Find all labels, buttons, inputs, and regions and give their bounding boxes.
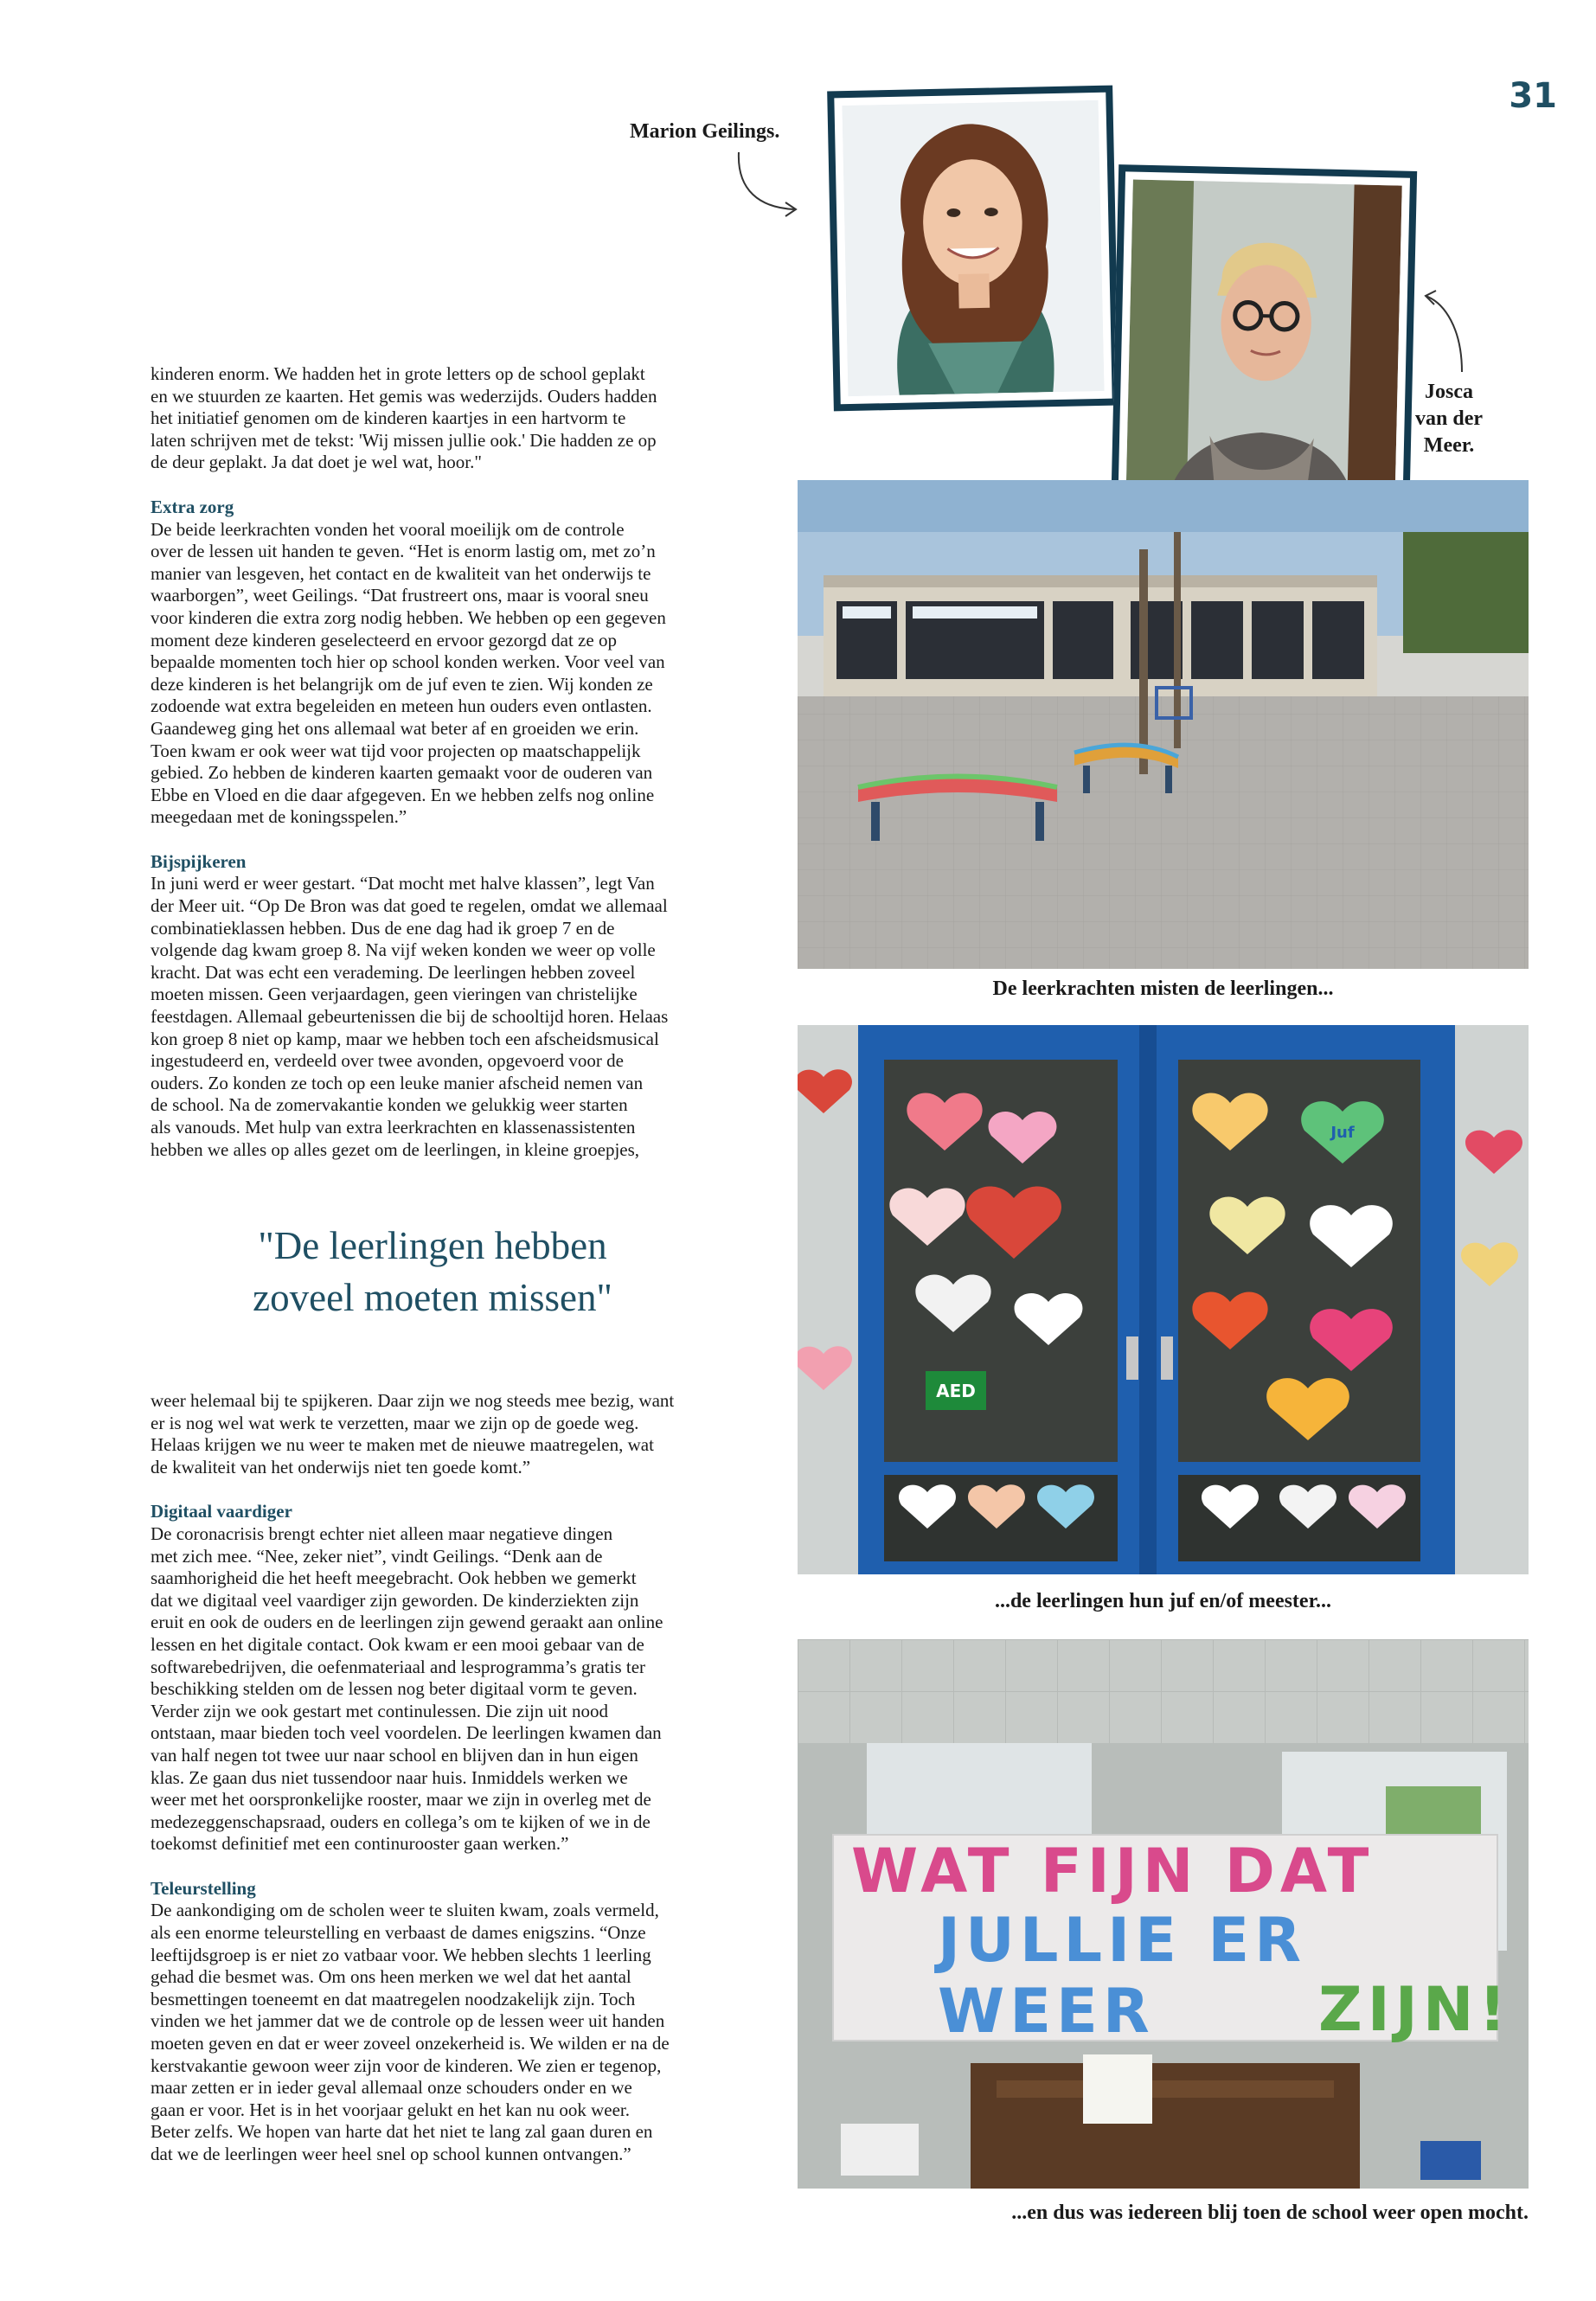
text-line: softwarebedrijven, die oefenmateriaal and lesprogramma’s gratis ter <box>151 1656 646 1677</box>
text-line: manier van lesgeven, het contact en de kwaliteit van het onderwijs te <box>151 562 651 584</box>
pull-quote-line: zoveel moeten missen" <box>253 1276 612 1319</box>
text-line: Ebbe en Vloed en die daar afgegeven. En we hebben zelfs nog online <box>151 784 655 805</box>
text-line: ontstaan, maar bieden toch veel voordelen. De leerlingen kwamen dan <box>151 1722 662 1744</box>
caption-josca-line: Meer. <box>1423 434 1475 457</box>
text-line: toekomst definitief met een continurooster gaan werken.” <box>151 1833 569 1855</box>
text-line: voor kinderen die extra zorg nodig hebben. We hebben op een gegeven <box>151 606 666 628</box>
photo-doors <box>798 1025 1529 1574</box>
doors-illustration <box>798 1025 1529 1574</box>
text-line: er is nog wel wat werk te verzetten, maar we zijn op de goede weg. <box>151 1412 639 1433</box>
caption-josca <box>1401 379 1497 459</box>
section-paragraph <box>151 1523 711 1856</box>
pull-quote-line: "De leerlingen hebben <box>258 1224 607 1267</box>
text-line: over de lessen uit handen te geven. “Het is enorm lastig om, met zo’n <box>151 541 656 562</box>
section-heading: Extra zorg <box>151 496 234 517</box>
text-line: met zich mee. “Nee, zeker niet”, vindt Geilings. “Denk aan de <box>151 1545 603 1567</box>
text-line: kracht. Dat was echt een verademing. De leerlingen hebben zoveel <box>151 961 636 983</box>
text-line: gehad die besmet was. Om ons heen merken we wel dat het aantal <box>151 1966 631 1988</box>
caption-photo1: De leerkrachten misten de leerlingen... <box>992 977 1334 1000</box>
banner-line: WAT FIJN DAT <box>851 1836 1375 1907</box>
text-line: eruit en ook de ouders en de leerlingen zijn gewend geraakt aan online <box>151 1612 663 1633</box>
text-line: leeftijdsgroep is er niet zo vatbaar voor. We hebben slechts 1 leerling <box>151 1944 651 1965</box>
text-line: Helaas krijgen we nu weer te maken met de nieuwe maatregelen, wat <box>151 1434 654 1456</box>
text-line: moeten missen. Geen verjaardagen, geen vieringen van christelijke <box>151 984 638 1005</box>
schoolyard-illustration <box>798 480 1529 969</box>
text-line: dat we digitaal veel vaardiger zijn geworden. De kinderziekten zijn <box>151 1589 639 1611</box>
photo-marion <box>827 86 1119 412</box>
pull-quote <box>156 1220 709 1324</box>
caption-photo3: ...en dus was iedereen blij toen de school weer open mocht. <box>1011 2202 1529 2224</box>
section-heading: Bijspijkeren <box>151 850 247 872</box>
text-line: de deur geplakt. Ja dat doet je wel wat, hoor." <box>151 452 482 473</box>
heart-label-text: Juf <box>1330 1124 1355 1142</box>
text-line: zodoende wat extra begeleiden en meteen hun ouders even ontlasten. <box>151 695 652 717</box>
text-line: De beide leerkrachten vonden het vooral moeilijk om de controle <box>151 518 625 540</box>
text-line: der Meer uit. “Op De Bron was dat goed te regelen, omdat we allemaal <box>151 895 668 917</box>
text-line: vinden we het jammer dat we de controle op de lessen weer uit handen <box>151 2010 665 2032</box>
arrow-icon <box>734 147 803 225</box>
text-line: dat we de leerlingen weer heel snel op school kunnen ontvangen.” <box>151 2144 631 2164</box>
section-paragraph <box>151 1900 711 2165</box>
text-line: maar zetten er in ieder geval allemaal onze schouders onder en we <box>151 2077 632 2099</box>
text-line: bepaalde momenten toch hier op school konden werken. Voor veel van <box>151 651 665 673</box>
section-heading: Digitaal vaardiger <box>151 1501 292 1522</box>
text-line: weer met het oorspronkelijke rooster, maar we zijn in overleg met de <box>151 1789 651 1811</box>
text-line: saamhorigheid die het heeft meegebracht. Ook hebben we gemerkt <box>151 1567 637 1589</box>
text-line: volgende dag kwam groep 8. Na vijf weken konden we weer op volle <box>151 939 656 961</box>
text-line: hebben we alles op alles gezet om de leerlingen, in kleine groepjes, <box>151 1138 640 1160</box>
text-line: kon groep 8 niet op kamp, maar we hebben toch een afscheidsmusical <box>151 1028 659 1049</box>
text-line: deze kinderen is het belangrijk om de juf even te zien. Wij konden ze <box>151 673 653 695</box>
text-line: feestdagen. Allemaal gebeurtenissen die bij de schooltijd horen. Helaas <box>151 1006 669 1028</box>
text-line: van half negen tot twee uur naar school en blijven dan in hun eigen <box>151 1744 638 1766</box>
caption-josca-line: Josca <box>1425 381 1473 403</box>
text-line: als vanouds. Met hulp van extra leerkrachten en klassenassistenten <box>151 1117 636 1138</box>
text-line: het initiatief genomen om de kinderen kaartjes in een hartvorm te <box>151 407 626 429</box>
section-paragraph <box>151 519 711 829</box>
photo-schoolyard <box>798 480 1529 969</box>
text-line: In juni werd er weer gestart. “Dat mocht met halve klassen”, legt Van <box>151 873 655 894</box>
text-line: combinatieklassen hebben. Dus de ene dag had ik groep 7 en de <box>151 917 615 939</box>
photo-banner <box>798 1639 1529 2189</box>
text-line: laten schrijven met de tekst: 'Wij missen jullie ook.' Die hadden ze op <box>151 429 657 451</box>
text-line: en we stuurden ze kaarten. Het gemis was wederzijds. Ouders hadden <box>151 385 657 407</box>
text-line: ingestudeerd en, verdeeld over twee avonden, opgevoerd voor de <box>151 1050 624 1072</box>
section-paragraph <box>151 873 711 1161</box>
text-line: klas. Ze gaan dus niet tussendoor naar huis. Inmiddels werken we <box>151 1766 628 1788</box>
text-line: besmettingen toeneemt en dat maatregelen noodzakelijk zijn. Toch <box>151 1988 636 2009</box>
text-line: Beter zelfs. We hopen van harte dat het niet te lang zal gaan duren en <box>151 2121 653 2143</box>
section-heading: Teleurstelling <box>151 1877 256 1899</box>
text-line: De coronacrisis brengt echter niet alleen maar negatieve dingen <box>151 1522 613 1544</box>
welcome-banner <box>832 1834 1512 2047</box>
text-line: medezeggenschapsraad, ouders en collega’s om te kijken of we in de <box>151 1811 651 1832</box>
caption-marion: Marion Geilings. <box>630 120 780 143</box>
arrow-icon <box>1419 285 1471 381</box>
text-line: gebied. Zo hebben de kinderen kaarten gemaakt voor de ouderen van <box>151 762 653 784</box>
page-number: 31 <box>1509 76 1557 116</box>
intro-paragraph <box>151 363 711 474</box>
aed-sign-text: AED <box>936 1381 976 1401</box>
text-line: ouders. Zo konden ze toch op een leuke manier afscheid nemen van <box>151 1072 644 1093</box>
text-line: beschikking stelden om de lessen nog beter digitaal vorm te geven. <box>151 1678 638 1700</box>
text-line: Toen kwam er ook weer wat tijd voor projecten op maatschappelijk <box>151 740 641 761</box>
text-line: de school. Na de zomervakantie konden we gelukkig weer starten <box>151 1094 628 1116</box>
text-line: als een enorme teleurstelling en verbaast de dames enigszins. “Onze <box>151 1922 646 1944</box>
portrait-marion-icon <box>843 100 1105 396</box>
text-line: Verder zijn we ook gestart met continulessen. Die zijn uit nood <box>151 1700 608 1721</box>
section-paragraph <box>151 1390 711 1478</box>
caption-photo2: ...de leerlingen hun juf en/of meester... <box>994 1590 1332 1612</box>
text-line: weer helemaal bij te spijkeren. Daar zijn we nog steeds mee bezig, want <box>151 1390 675 1411</box>
text-line: moeten geven en dat er weer zoveel onzekerheid is. We wilden er na de <box>151 2033 670 2054</box>
article-column-bottom <box>151 1390 711 2166</box>
article-column-top <box>151 363 711 1161</box>
text-line: lessen en het digitale contact. Ook kwam er een mooi gebaar van de <box>151 1633 644 1655</box>
text-line: moment deze kinderen geselecteerd en ervoor gezorgd dat ze op <box>151 629 617 651</box>
banner-line: JULLIE ER WEER <box>938 1905 1307 2047</box>
text-line: gaan er voor. Het is in het voorjaar gelukt en het kan nu ook weer. <box>151 2099 630 2120</box>
text-line: waarborgen”, weet Geilings. “Dat frustreert ons, maar is vooral sneu <box>151 585 649 606</box>
text-line: kerstvakantie gewoon weer zijn voor de kinderen. We zien er tegenop, <box>151 2054 662 2076</box>
text-line: kinderen enorm. We hadden het in grote letters op de school geplakt <box>151 363 645 384</box>
text-line: de kwaliteit van het onderwijs niet ten goede komt.” <box>151 1456 531 1477</box>
caption-josca-line: van der <box>1415 407 1483 430</box>
text-line: meegedaan met de koningsspelen.” <box>151 806 407 828</box>
text-line: De aankondiging om de scholen weer te sluiten kwam, zoals vermeld, <box>151 1900 659 1921</box>
text-line: Gaandeweg ging het ons allemaal wat beter af en groeiden we erin. <box>151 717 639 739</box>
banner-line: ZIJN! <box>1318 1974 1512 2045</box>
